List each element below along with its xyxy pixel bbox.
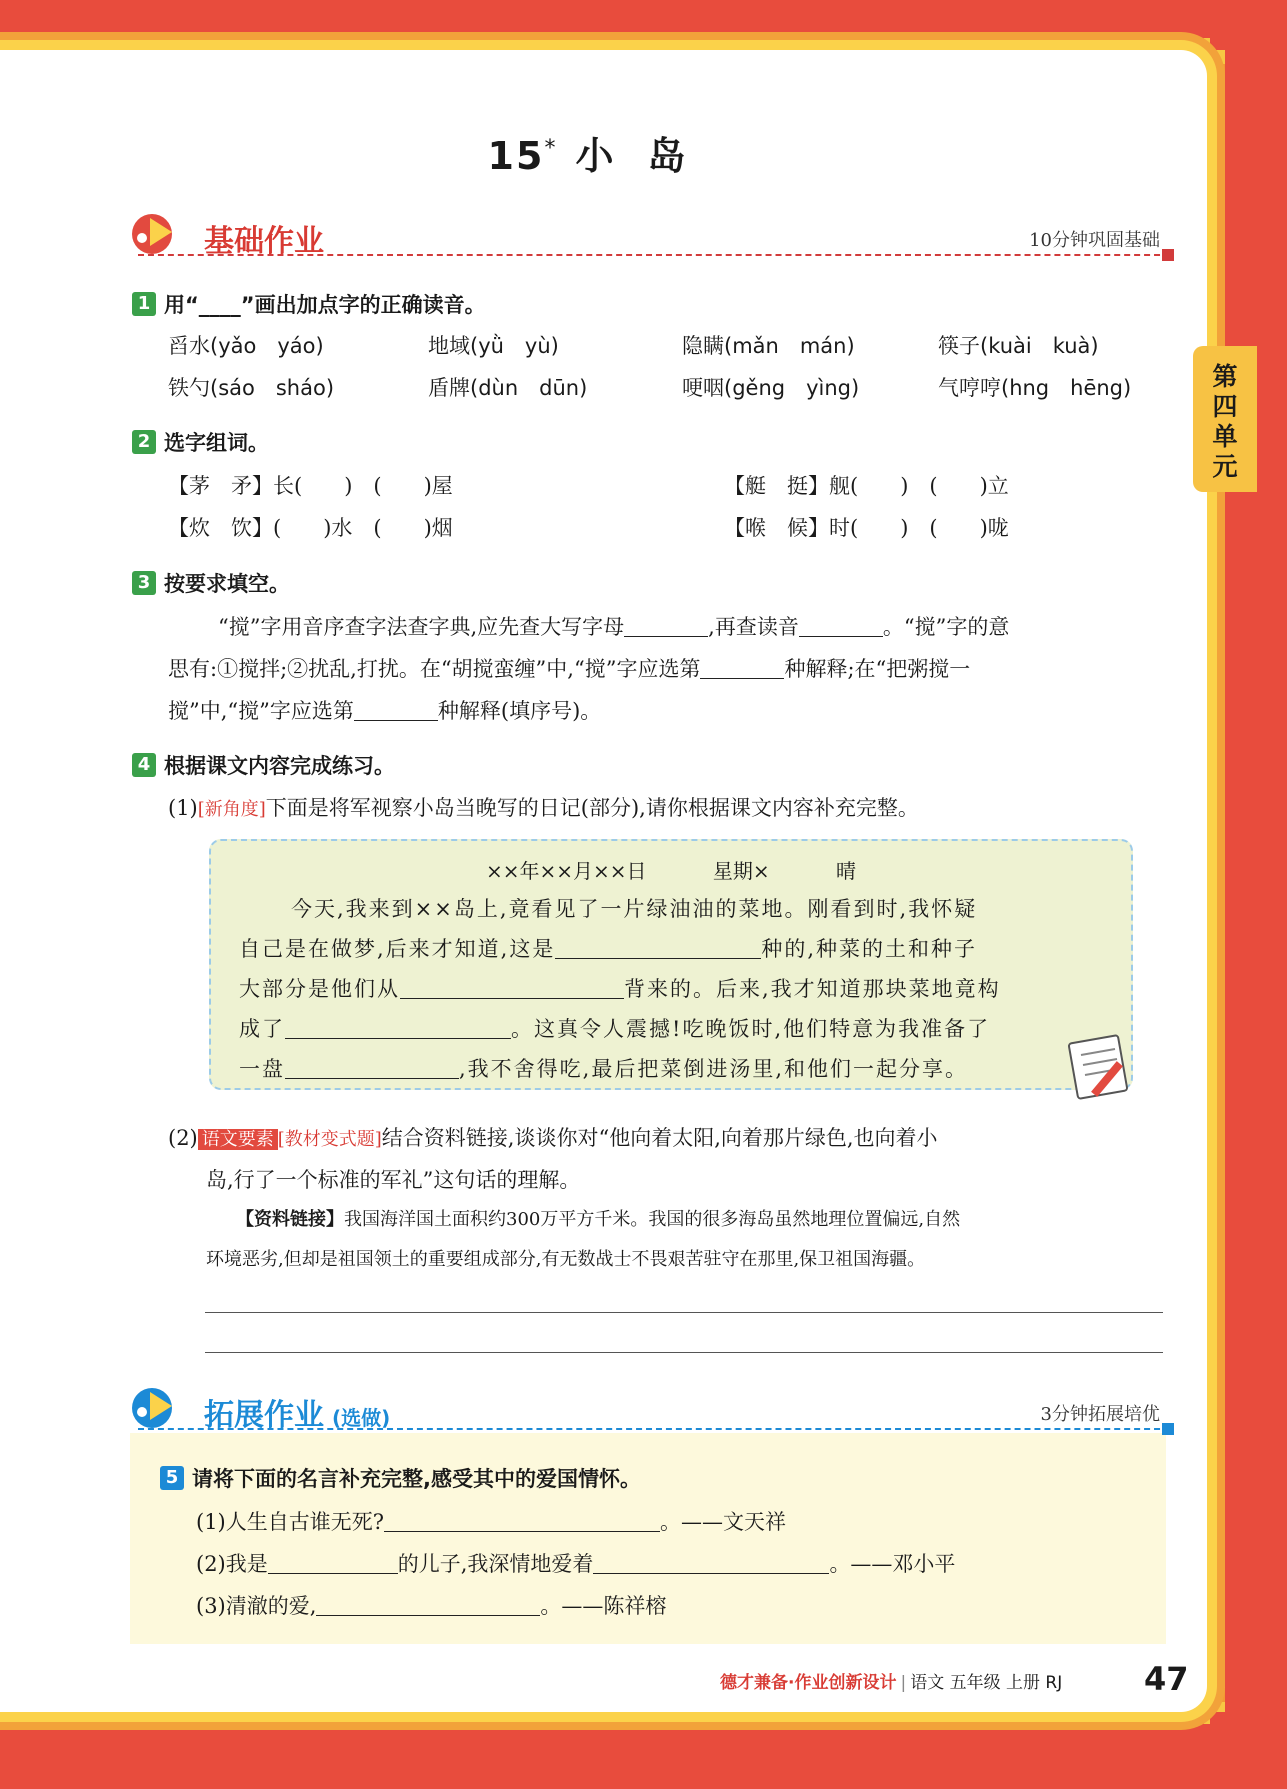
q2-row: 【艇 挺】舰( ) ( )立 — [724, 474, 1009, 498]
q1-item: 哽咽(gěng yìng) — [682, 376, 860, 400]
q4-sub-2: (2) 语文要素 [教材变式题]结合资料链接,谈谈你对“他向着太阳,向着那片绿色,也向着小 — [168, 1126, 938, 1150]
answer-blank[interactable] — [316, 1595, 540, 1616]
lesson-title: 15* 小岛 — [487, 134, 720, 178]
q5-line-2: (2)我是 的儿子,我深情地爱着 。——邓小平 — [196, 1552, 956, 1576]
q5-line-3: (3)清澈的爱, 。——陈祥榕 — [196, 1594, 667, 1618]
q1-item: 铁勺(sáo sháo) — [168, 376, 335, 400]
q2-row: 【喉 候】时( ) ( )咙 — [724, 516, 1009, 540]
resource-link: 【资料链接】我国海洋国土面积约300万平方千米。我国的很多海岛虽然地理位置偏远,自然 — [236, 1209, 961, 1230]
answer-blank[interactable] — [400, 978, 624, 999]
answer-blank[interactable] — [354, 700, 438, 721]
q2-row: 【炊 饮】( )水 ( )烟 — [168, 516, 453, 540]
q1-item: 隐瞒(mǎn mán) — [682, 334, 855, 358]
answer-blank[interactable] — [268, 1553, 398, 1574]
footer: 德才兼备·作业创新设计 | 语文 五年级 上册 RJ — [720, 1673, 1063, 1693]
extend-section-header: 拓展作业 (选做) 3分钟拓展培优 — [128, 1382, 1170, 1442]
q1-item: 气哼哼(hng hēng) — [938, 376, 1132, 400]
page-number: 47 — [1144, 1660, 1189, 1698]
q2-row: 【茅 矛】长( ) ( )屋 — [168, 474, 453, 498]
answer-blank[interactable] — [285, 1058, 459, 1079]
answer-blank[interactable] — [384, 1511, 660, 1532]
question-5: 5 请将下面的名言补充完整,感受其中的爱国情怀。 — [160, 1463, 641, 1493]
answer-blank[interactable] — [624, 616, 708, 637]
bell-icon — [128, 208, 180, 258]
notebook-pencil-icon — [1065, 1029, 1141, 1105]
q3-line-3: 搅”中,“搅”字应选第 种解释(填序号)。 — [168, 699, 602, 723]
answer-blank[interactable] — [593, 1553, 829, 1574]
q1-item: 地域(yǜ yù) — [428, 334, 559, 358]
question-1: 1 用“____”画出加点字的正确读音。 — [132, 289, 486, 319]
diary-box: ××年××月××日 星期× 晴 今天,我来到××岛上,竟看见了一片绿油油的菜地。刚看到时,我怀疑 自己是在做梦,后来才知道,这是 种的,种菜的土和种子 大部分是他们从 背来的。后来,我才知道那块菜地竟构 成了 。这真令人震撼!吃晚饭时,他们特意为我准备了 一盘 ,我不舍得吃,最后把菜倒进汤里,和他们一起分享。 — [209, 839, 1133, 1090]
answer-line[interactable] — [205, 1352, 1163, 1353]
q1-item: 舀水(yǎo yáo) — [168, 334, 324, 358]
answer-line[interactable] — [205, 1312, 1163, 1313]
answer-blank[interactable] — [285, 1018, 511, 1039]
q4-sub-2-cont: 岛,行了一个标准的军礼”这句话的理解。 — [206, 1168, 581, 1192]
right-border — [1207, 50, 1225, 1712]
q3-line-2: 思有:①搅拌;②扰乱,打扰。在“胡搅蛮缠”中,“搅”字应选第 种解释;在“把粥搅一 — [168, 657, 971, 681]
bell-icon — [128, 1382, 180, 1432]
q1-item: 筷子(kuài kuà) — [938, 334, 1099, 358]
q3-line-1: “搅”字用音序查字法查字典,应先查大写字母 ,再查读音 。“搅”字的意 — [218, 615, 1010, 639]
q5-line-1: (1)人生自古谁无死? 。——文天祥 — [196, 1510, 787, 1534]
q1-item: 盾牌(dùn dūn) — [428, 376, 588, 400]
question-4: 4 根据课文内容完成练习。 — [132, 750, 395, 780]
question-2: 2 选字组词。 — [132, 427, 269, 457]
answer-blank[interactable] — [799, 616, 883, 637]
answer-blank[interactable] — [555, 938, 761, 959]
resource-link-cont: 环境恶劣,但却是祖国领土的重要组成部分,有无数战士不畏艰苦驻守在那里,保卫祖国海疆。 — [206, 1249, 926, 1270]
q4-sub-1: (1)[新角度]下面是将军视察小岛当晚写的日记(部分),请你根据课文内容补充完整。 — [168, 796, 919, 820]
unit-tab: 第 四 单 元 — [1193, 346, 1257, 492]
question-3: 3 按要求填空。 — [132, 568, 290, 598]
basic-section-header: 基础作业 10分钟巩固基础 — [128, 208, 1170, 268]
answer-blank[interactable] — [700, 658, 784, 679]
